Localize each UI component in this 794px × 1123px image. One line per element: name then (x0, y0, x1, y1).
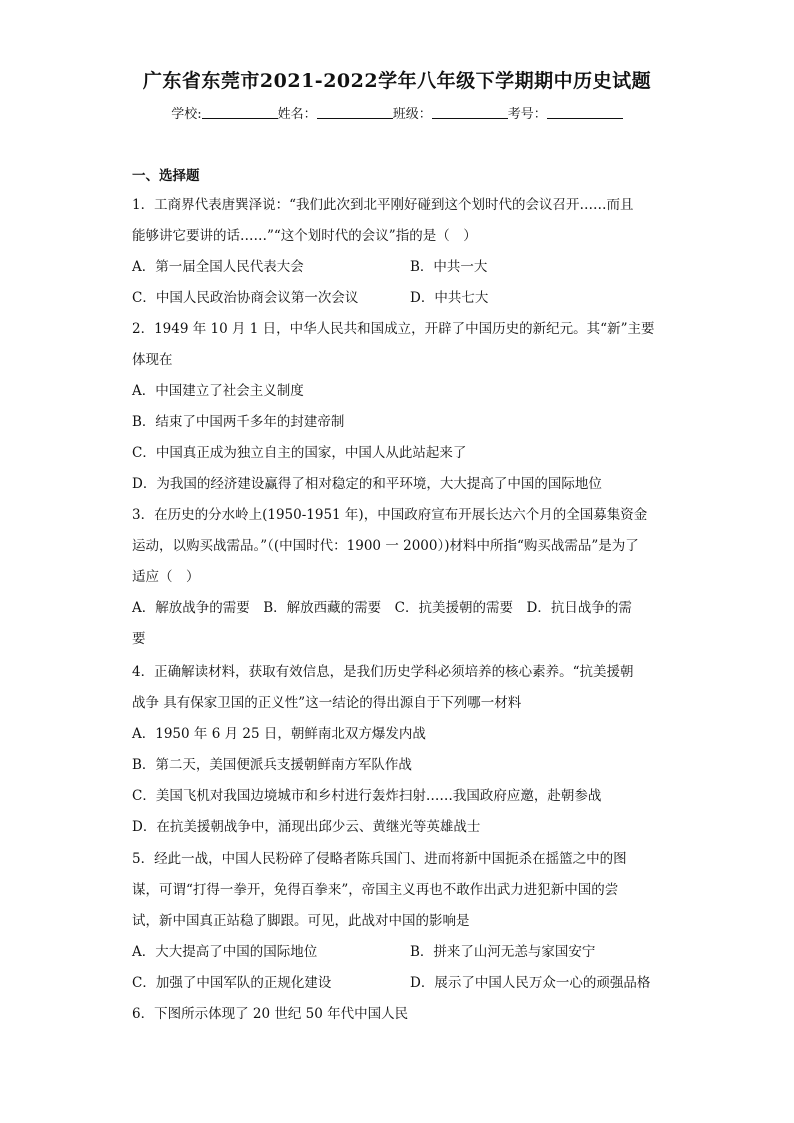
question-2-line-1: 2．1949 年 10 月 1 日，中华人民共和国成立，开辟了中国历史的新纪元。其“新”主要 (132, 321, 655, 337)
school-blank[interactable] (202, 106, 278, 119)
question-6-line-1: 6．下图所示体现了 20 世纪 50 年代中国人民 (132, 1006, 409, 1022)
name-blank[interactable] (317, 106, 393, 119)
question-1-line-2: 能够讲它要讲的话……”“这个划时代的会议”指的是（ ） (132, 228, 477, 244)
question-3-line-3: 适应（ ） (132, 569, 200, 585)
student-info-line (0, 103, 794, 122)
question-4-option-c: C．美国飞机对我国边境城市和乡村进行轰炸扫射……我国政府应邀，赴朝参战 (132, 788, 602, 804)
question-4-line-1: 4．正确解读材料，获取有效信息，是我们历史学科必须培养的核心素养。“抗美援朝 (132, 664, 634, 680)
question-4-option-a: A．1950 年 6 月 25 日，朝鲜南北双方爆发内战 (132, 726, 426, 742)
question-4-option-b: B．第二天，美国便派兵支援朝鲜南方军队作战 (132, 757, 412, 773)
question-5-line-2: 谋，可谓“打得一拳开，免得百拳来”，帝国主义再也不敢作出武力进犯新中国的尝 (132, 882, 619, 898)
class-label: 班级： (392, 107, 432, 122)
question-5-line-1: 5．经此一战，中国人民粉碎了侵略者陈兵国门、进而将新中国扼杀在摇篮之中的图 (132, 851, 627, 867)
question-5-option-d: D．展示了中国人民万众一心的顽强品格 (410, 975, 651, 991)
question-1-option-c: C．中国人民政治协商会议第一次会议 (132, 290, 359, 306)
question-5-option-b: B．拼来了山河无恙与家国安宁 (410, 944, 596, 960)
question-1-option-b: B．中共一大 (410, 259, 488, 275)
section-heading: 一、选择题 (132, 168, 200, 184)
question-1-line-1: 1．工商界代表唐巽泽说：“我们此次到北平刚好碰到这个划时代的会议召开……而且 (132, 197, 634, 213)
question-3-options: A．解放战争的需要 B．解放西藏的需要 C．抗美援朝的需要 D．抗日战争的需 (132, 600, 632, 616)
question-3-line-1: 3．在历史的分水岭上(1950-1951 年)，中国政府宣布开展长达六个月的全国募集资金 (132, 507, 648, 523)
question-2-option-d: D．为我国的经济建设赢得了相对稳定的和平环境，大大提高了中国的国际地位 (132, 476, 602, 492)
question-2-option-c: C．中国真正成为独立自主的国家，中国人从此站起来了 (132, 445, 467, 461)
page-title: 广东省东莞市2021-2022学年八年级下学期期中历史试题 (142, 70, 652, 92)
question-2-option-a: A．中国建立了社会主义制度 (132, 383, 304, 399)
school-label: 学校: (171, 107, 202, 122)
exam-no-label: 考号： (507, 107, 547, 122)
name-label: 姓名： (277, 107, 317, 122)
question-4-line-2: 战争 具有保家卫国的正义性”这一结论的得出源自于下列哪一材料 (132, 695, 522, 711)
question-1-option-d: D．中共七大 (410, 290, 489, 306)
question-5-option-a: A．大大提高了中国的国际地位 (132, 944, 318, 960)
question-4-option-d: D．在抗美援朝战争中，涌现出邱少云、黄继光等英雄战士 (132, 819, 481, 835)
question-5-line-3: 试，新中国真正站稳了脚跟。可见，此战对中国的影响是 (132, 913, 470, 929)
class-blank[interactable] (432, 106, 508, 119)
question-3-line-2: 运动，以购买战需品。”（(中国时代：1900 一 2000）)材料中所指“购买战需品”是为了 (132, 538, 639, 554)
question-2-line-2: 体现在 (132, 352, 173, 368)
question-5-option-c: C．加强了中国军队的正规化建设 (132, 975, 332, 991)
question-1-option-a: A．第一届全国人民代表大会 (132, 259, 304, 275)
question-3-options-wrap: 要 (132, 631, 146, 647)
exam-no-blank[interactable] (547, 106, 623, 119)
question-2-option-b: B．结束了中国两千多年的封建帝制 (132, 414, 345, 430)
